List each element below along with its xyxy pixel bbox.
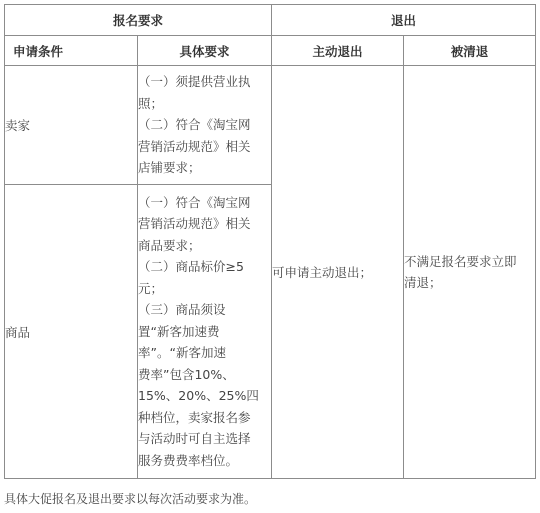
goods-req-line: 服务费费率档位。 [138,452,239,468]
active-exit-text: 可申请主动退出； [272,264,373,280]
cleared-text-line: 不满足报名要求立即 [404,254,517,269]
goods-req-line: 营销活动规范》相关 [138,216,251,232]
goods-req-line: 置“新客加速费 [138,323,220,339]
seller-req-line: （一）须提供营业执 [138,74,251,90]
goods-req-line: 种档位，卖家报名参 [138,409,251,425]
goods-req-line: 15%、20%、25%四 [138,388,259,404]
header-signup: 报名要求 [5,5,272,36]
col-cleared: 被清退 [404,36,536,66]
goods-req-line: （二）商品标价≥5 [138,259,244,275]
requirements-table [4,4,536,479]
seller-requirements [138,66,272,185]
col-condition: 申请条件 [5,36,138,66]
goods-req-line: （一）符合《淘宝网 [138,194,251,210]
seller-req-line: 营销活动规范》相关 [138,138,251,154]
header-exit: 退出 [272,5,536,36]
seller-req-line: 照； [138,95,164,111]
col-requirement: 具体要求 [138,36,272,66]
goods-req-line: （三）商品须设 [138,302,226,318]
seller-label: 卖家 [5,66,138,185]
seller-req-line: （二）符合《淘宝网 [138,117,251,133]
seller-req-line: 店铺要求； [138,160,201,176]
footnote: 具体大促报名及退出要求以每次活动要求为准。 [4,492,257,506]
goods-label: 商品 [5,185,138,479]
cleared-text-line: 清退； [404,275,442,290]
goods-req-line: 率”。“新客加速 [138,345,226,361]
active-exit-cell [272,66,404,479]
goods-req-line: 商品要求； [138,237,201,253]
col-active-exit: 主动退出 [272,36,404,66]
goods-req-line: 元； [138,280,164,296]
goods-req-line: 费率”包含10%、 [138,366,235,382]
goods-req-line: 与活动时可自主选择 [138,431,251,447]
cleared-cell [404,66,536,479]
goods-requirements [138,185,272,479]
